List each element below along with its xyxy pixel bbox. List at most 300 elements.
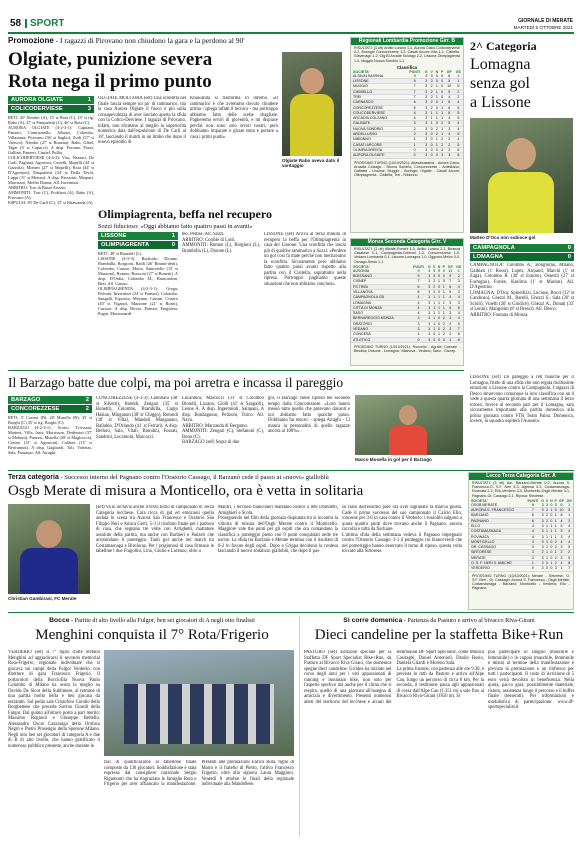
table-cell: 0 <box>554 502 557 507</box>
table-cell: 3 <box>526 545 541 550</box>
team-goals: 1 <box>171 233 175 239</box>
column-header: GS <box>455 69 461 74</box>
kicker-bold: Terza categoria <box>8 474 59 481</box>
table-cell: 3 <box>558 555 565 560</box>
score-row-away <box>8 405 92 413</box>
table-cell: 1 <box>454 79 463 84</box>
team-goals: 2 <box>85 397 89 403</box>
table-cell: 9 <box>406 79 424 84</box>
column-header: V <box>430 69 433 74</box>
table-cell: 3 <box>558 534 565 539</box>
table-cell: 9 <box>446 274 454 279</box>
table-header: Lecco Terza Categoria Girr. A <box>469 473 573 480</box>
table-cell: 5 <box>445 89 454 94</box>
score-row-away <box>470 253 574 261</box>
table-cell: 2 <box>435 132 438 137</box>
table-cell: 3 <box>428 290 431 294</box>
table-cell: 0 <box>433 337 436 342</box>
table-cell: 1 <box>435 95 438 99</box>
table-cell: 4 <box>454 121 463 126</box>
table-cell: 1 <box>546 529 549 534</box>
article-barzago-col3: Lucantoni, Marcucci (31' st Colombo Biondi), Lozano, Giolli (41' st Sangalli), Leone A. A disp. Ingeronioli, Salapani, A disp. Bondagusso, Pelizoni, Turco. All. Nava. ARBITRO: Marzanda di Bergamo. AMMONITI: Zengari (C), Stefanoni (C), Bono (C). BARZAGO (sef) Sopra di due <box>182 396 264 445</box>
table-cell: 4 <box>445 116 454 121</box>
table-cell: 1 <box>554 524 557 528</box>
article-barzago-col4: gol, il Barzago viene ripreso nel secondo tempo dalla Concorezzese. «Loro hanno messo tutto quello che potevano davanti e noi abbiamo fatto qualche passo. Dobbiamo far tesoro: - spiega Airaghi - Ci manca la personalità di quelle ragazze ancora al 100%». <box>268 396 350 434</box>
table-cell: 3 <box>454 279 463 284</box>
table-cell: 5 <box>454 110 463 115</box>
article-olimpiagrenta-col2: teo, Pellise. All. Sozzi. ARBITRO: Cordile di Lodi. AMMONITI: Romeo (L), Borgioni (L), Brambilla (L), Dionne (L). <box>182 232 260 254</box>
table-cell: 6 <box>526 518 541 523</box>
table-cell: 7 <box>406 89 424 94</box>
table-cell: 2 <box>406 126 424 131</box>
table-header: Monza Seconda Categoria Girr. V <box>351 239 463 246</box>
table-cell: 3 <box>428 279 431 284</box>
table-cell: 0 <box>435 153 438 158</box>
article-olgiate-col2: Khawanda si trasforma in inferno. «Il rammarico è che avremmo dovuto chiudere prima - spiega infatti il tecnico - ma purtroppo abbiamo fatto delle scelte sbagliate. Pagheremo errori di gioventù, e mi dispiace perché non sono solo errori nostri, però dobbiamo imparare e girare testa e portare a casa i primi punti». <box>190 96 278 140</box>
table-cell: 3 <box>410 316 426 321</box>
table-cell: 1 <box>435 110 438 115</box>
table-cell: 3 <box>428 268 431 273</box>
table-cell: 1 <box>435 84 438 89</box>
table-cell: 1 <box>406 137 424 142</box>
table-cell: CARNASCO <box>351 100 406 105</box>
table-cell: 4 <box>558 518 565 523</box>
table-cell: 10 <box>559 508 564 513</box>
section-name: SPORT <box>30 18 65 29</box>
table-cell: 4 <box>526 534 541 539</box>
table-cell: 5 <box>558 524 565 529</box>
table-cell: 1 <box>550 529 553 534</box>
table-cell: 1 <box>433 321 436 326</box>
table-cell: 4 <box>454 137 463 142</box>
table-cell: 3 <box>565 518 573 523</box>
table-cell: 10 <box>445 84 454 89</box>
player-shirt <box>290 94 334 156</box>
table-cell: 1 <box>442 295 445 300</box>
table-cell: 1 <box>433 311 436 316</box>
table-cell: 0 <box>441 79 444 84</box>
table-cell: 1 <box>441 110 444 115</box>
table-cell: 6 <box>445 105 454 110</box>
table-cell: 0 <box>430 147 433 152</box>
table-cell: 1 <box>546 555 549 560</box>
table-cell: 6 <box>410 290 426 295</box>
table-cell: 3 <box>541 566 544 571</box>
team-goals: 0 <box>567 245 571 251</box>
table-cell: 3 <box>526 555 541 560</box>
team-name: LISSONE <box>101 233 127 239</box>
photo-caption: Marco Musella in gol per il Barzago <box>355 457 432 462</box>
table-cell: 0 <box>430 142 433 147</box>
results-text: RISULTATI: (3 ott) Ardito Lurano 1-2, Aurora Calco-Colicoderviese 2-2, Boringio Concorezzese 1-2, Casati Arcore-Villa 1-1, Cisitella-Giavenago 1-2, Olg Bi Arcade Sulzago 2-2, Lissone-Olimpiagrenta 1-0, Muggiò-Nuova Sondrio 1-1. <box>354 46 460 63</box>
table-cell: 1 <box>406 142 424 147</box>
column-header: PUNTI <box>409 69 421 74</box>
next-round-text: PROSSIMO TURNO (10/10/2021): Merate - Sirtorese, O. S.F. Neri - Or. Cassago; Aurora S. Francesco - Osgb Merate; Costamasnaga - Barzanò; Monticello - Verderio; Ello - Pagnano. <box>472 573 570 591</box>
column-header: P <box>554 498 557 503</box>
table-cell: NIBIONNO <box>351 137 406 142</box>
table-cell: 2 <box>454 274 463 279</box>
table-cell: 1 <box>438 332 440 337</box>
headline-lomagna-3: senza gol <box>470 76 530 92</box>
article-terza-col3: so falso dell'esordio pare ora aver ingranato la marcia giusta. Cade il primo successo del suo campionato il Calcio Ello, vincente per 3-0 in casa contro il Verderio: i rossoblù salgono a quota quattro punti dove trovano anche il Pagnano, ancora raccolta e tutta da fischiare. L'ultima sfida della settimana vedeva il Pagnano impegnato contro l'Oratorio Cassago. 2-1 il punteggio coi biancoverdi che nel pomeriggio hanno osservato il turno di riposo, questa volta toccato alla Sirtorese. <box>342 505 462 554</box>
table-cell: 2 <box>445 137 454 142</box>
table-cell: 1 <box>442 305 445 310</box>
table-cell: 1 <box>526 561 541 566</box>
table-cell: AURORA S. FRANCESCO <box>469 508 526 513</box>
headline-olgiate-2: Rota nega il primo punto <box>8 72 212 91</box>
table-cell: 3 <box>428 300 431 305</box>
article-barzago-col2: CONCOREZZESE (4-3-3): Centolani (48' st Silvetti), Boeddi, Zengari (35' st Bonetti), Colombo, Brambilla, Cargo Hasian, Minganon (38' st Ghiggo), Rotondi (38' st Villa), Mandeli Manganani, Ballabio, D'Orlando (41' st Ferrari). A disp. Belloni, Saio, Vitali, Biondini, Fossati, Sandrini, Lucantoni, Marcucci. <box>96 396 178 440</box>
scoreboard-barzago <box>8 396 92 413</box>
column-header: GF <box>559 498 565 503</box>
table-cell: 6 <box>454 332 463 337</box>
table-cell: 0 <box>438 316 440 321</box>
newspaper-name: GIORNALE DI MERATE <box>518 18 573 24</box>
table-cell: 1 <box>441 126 444 131</box>
photo-lomagna-keeper <box>470 118 573 233</box>
table-cell: 0 <box>441 84 444 89</box>
table-cell: OR. CASSAGO <box>469 545 526 550</box>
table-cell: 0 <box>406 147 424 152</box>
table-cell: 3 <box>425 153 428 158</box>
table-cell: CAMPAGNOLA CB <box>351 295 410 300</box>
table-cell: 9 <box>410 274 426 279</box>
table-cell: 1 <box>550 524 553 528</box>
table-cell: 1 <box>433 316 436 321</box>
table-cell: 4 <box>410 305 426 310</box>
table-cell: 1 <box>554 550 557 555</box>
table-cell: CIMISELLO <box>351 89 406 94</box>
tabellino-olgiate: RETI: 20' Nembri (A), 15' st Rota (C), 19' st rig. Rabo (A), 27' st Pasqualetti (C), 46' st Rota (C). AURORA OLGIATE (4-2-3-1): Capitani; Panzeri, Contraonello, Albano, Colombo, Villasanta; Pirovano (36' st Saglio), Zurli (37' st Varisco); Nembri (27' st Bonetta), Rabo, Gibel, Tagar (4' st Capucci). A disp. Fortuna, Pozzi, Gallina, Panzeri, Castiel, Pullio. COLICODERVIESE (4-4-2): Viss, Nazzari, De Carli, Pagliani, Agostoni, Castelli, Mapelli (44' st Gazzola), Monteo (27' st Mapelli); Rota (44' st D'Agostino), Pasqualetti (44' st Della Teva), Luppi (11' st Meroni). A disp. Passerini, Maspari, Marcuzzo, Meffia Donna. All. Invernizzi. ARBITRO: Tosi di Busto Arsizio. AMMONITI: Tosi (C), Profilani (A), Rabo (A), Pirovano (A). ESPULSI: 18' De Carli (C), 15' st Khawanda (A). <box>8 115 94 205</box>
team-name: CAMPAGNOLA <box>473 245 515 251</box>
table-cell: 3 <box>546 502 549 507</box>
table-cell: 3 <box>428 274 431 279</box>
column-header: GF <box>447 264 453 269</box>
player-shirt <box>20 548 78 594</box>
table-cell: 4 <box>565 529 573 534</box>
table-cell: AURORA OLGIATE <box>351 153 406 158</box>
table-cell: 3 <box>446 311 454 316</box>
table-cell: 3 <box>428 311 431 316</box>
table-cell: VILLANOVA <box>351 290 410 295</box>
table-cell: 1 <box>550 561 553 566</box>
column-header: P <box>440 69 444 74</box>
kicker-bold: Bocce <box>49 617 70 624</box>
table-cell: 3 <box>428 327 431 332</box>
classifica-title: Classifica <box>396 64 418 70</box>
table-cell: 3 <box>541 508 544 513</box>
column-header: GS <box>456 264 462 269</box>
column-header: PUNTI <box>413 264 424 269</box>
team-name: COLICODERVIESE <box>11 106 63 112</box>
headline-barzago: Il Barzago batte due colpi, ma poi arretra e incassa il pareggio <box>8 376 344 390</box>
table-cell: 5 <box>445 121 454 126</box>
table-cell: 1 <box>554 529 557 534</box>
table-cell: 4 <box>565 539 573 544</box>
headline-lomagna-4: a Lissone <box>470 95 531 111</box>
section-rule <box>8 370 464 371</box>
table-cell: 3 <box>541 529 544 534</box>
table-cell: 4 <box>565 524 573 529</box>
table-cell: ORATORIO <box>351 321 410 326</box>
table-cell: 3 <box>541 545 544 550</box>
table-cell: 3 <box>425 121 428 126</box>
table-cell: 3 <box>425 137 428 142</box>
score-row-home <box>470 244 574 252</box>
table-cell: 0 <box>435 105 438 110</box>
players-group <box>124 684 274 744</box>
table-cell: 0 <box>550 545 553 550</box>
player-head <box>300 68 324 94</box>
column-header: N <box>550 498 553 503</box>
column-header: GS <box>566 498 572 503</box>
column-header: GF <box>446 69 452 74</box>
table-cell: 9 <box>526 503 541 508</box>
tabellino-lissone: RETI: 48' st Biondell (L). LISSONE (4-3-3): Rudicale; Dionne, Brambilla, Borgioni, Baldi (26' Rimini-detti), Colombo, Caruso, Motta, Santoriello (15' st Mazzoni), Romeo, Ronconi (27' st Bonetti). A disp. D'Ordia, Colombo M., Biancardini, Besi. All. Caruso. OLIMPIAGRENTA (4-2-3-1): Grega; Pedratti, Invernizzi (24' st Panseri), Colombo, Sangalli, Esposito, Meyana, Cassini, Crisero (40' st Vigano), Mazzone (21' st Rozzi), Curiose. A disp. Brivio, Panseri, Freguiera, Pugni, Mastronardi- <box>98 251 178 316</box>
column-header: SOCIETA' <box>353 69 370 74</box>
table-cell: 5 <box>454 84 463 89</box>
table-cell: 6 <box>558 513 565 518</box>
table-cell: 0 <box>430 132 433 137</box>
table-cell: 3 <box>425 147 428 152</box>
table-cell: 0 <box>438 337 440 342</box>
table-cell: 3 <box>433 268 436 273</box>
table-cell: 6 <box>445 74 454 79</box>
table-cell: 2 <box>565 550 573 555</box>
table-cell: 0 <box>435 147 438 152</box>
standings-table <box>351 265 463 343</box>
standings-promozione <box>350 37 464 233</box>
team-goals: 2 <box>85 406 89 412</box>
table-cell: 6 <box>454 147 463 152</box>
team-name: LOMAGNA <box>473 254 503 260</box>
table-cell: 1 <box>435 116 438 121</box>
table-cell: 1 <box>550 534 553 539</box>
table-cell: 2 <box>445 147 454 152</box>
table-cell: 2 <box>546 508 549 513</box>
table-cell: 4 <box>454 316 463 321</box>
results-text: RISULTATI: (3 ott) Aur. Barzanò-Merate 0-2, Aurora S. Francesco-O. S.F. Neri 5-3, Agnesa 0-3, Costamasnaga-Rovinata 2-2, Ello-Verderio 3-0, Monticello-Osgb Merate 0-1, Pagnano-Or. Cassago 2-1. Riposa: Sirtorese. <box>472 481 570 498</box>
table-cell: 3 <box>410 321 426 326</box>
table-cell: 3 <box>526 550 541 555</box>
table-cell: 2 <box>554 539 557 544</box>
table-cell: 1 <box>554 534 557 539</box>
column-header: G <box>541 498 544 503</box>
table-cell: CONCESA <box>351 332 410 337</box>
table-cell: 0 <box>441 89 444 94</box>
column-divider <box>299 616 300 836</box>
table-cell: 3 <box>454 300 463 305</box>
subheadline-olimpiagrenta: Sozzi fiducioso: «Oggi abbiamo fatto quattro passi in avanti» <box>98 223 253 230</box>
table-cell: 3 <box>541 513 544 518</box>
table-cell: 3 <box>425 116 428 121</box>
table-cell: 1 <box>438 311 440 316</box>
headline-lomagna-cat: 2^ Categoria <box>470 40 537 52</box>
table-cell: 2 <box>430 100 433 105</box>
table-cell: 3 <box>425 84 428 89</box>
table-cell: 7 <box>526 508 541 513</box>
table-cell: 0 <box>435 121 438 126</box>
team-goals: 0 <box>171 242 175 248</box>
table-cell: 3 <box>526 539 541 544</box>
table-cell: 1 <box>442 311 445 316</box>
table-cell: 4 <box>526 524 541 529</box>
kicker-olgiate <box>8 36 348 45</box>
table-cell: 7 <box>406 84 424 89</box>
table-cell: 6 <box>406 100 424 105</box>
column-header: G <box>427 264 431 269</box>
table-cell: 4 <box>558 561 565 566</box>
table-cell: 8 <box>454 337 463 342</box>
table-cell: 1 <box>554 513 557 518</box>
table-cell: 2 <box>554 545 557 550</box>
column-header: N <box>435 69 439 74</box>
table-cell: 3 <box>445 126 454 131</box>
table-cell: 6 <box>410 284 426 289</box>
next-round-text: PROSSIMO TURNO (10/10/2021): Roncello - Agrate; Carnate - Besana; Lissone - Lomagna; Villanova - Vedano; Saso - Cisnep. <box>354 344 460 354</box>
table-cell: 5 <box>565 555 573 560</box>
table-cell: FS TRIBI <box>351 284 410 289</box>
table-cell: 4 <box>406 110 424 115</box>
headline-osgb-merate: Osgb Merate di misura a Monticello, ora è vetta in solitaria <box>8 484 364 499</box>
table-cell: 8 <box>454 153 463 158</box>
table-cell: 5 <box>454 142 463 147</box>
team-goals: 1 <box>87 97 91 103</box>
table-cell: 1 <box>430 116 433 121</box>
table-cell: 0 <box>430 126 433 131</box>
table-cell: 0 <box>435 100 438 105</box>
table-cell: 1 <box>454 74 463 79</box>
table-cell: 2 <box>546 513 549 518</box>
table-cell: SIRTORESE <box>469 550 526 555</box>
table-cell: ROVINATA <box>469 534 526 539</box>
table-cell: 3 <box>428 337 431 342</box>
table-cell: 1 <box>433 327 436 332</box>
table-cell: ATLETICO <box>351 337 410 342</box>
table-cell: 3 <box>441 147 444 152</box>
table-cell: 11 <box>446 269 454 274</box>
table-cell: 0 <box>438 290 440 294</box>
column-header: V <box>432 264 436 269</box>
table-cell: 1 <box>442 300 445 305</box>
table-cell: 3 <box>446 300 454 305</box>
kicker-text: - I ragazzi di Pirovano non chiudono la gara e la perdono al 90' <box>53 36 245 45</box>
table-cell: 0 <box>442 268 445 273</box>
table-cell: 1 <box>435 89 438 94</box>
divider <box>25 19 27 28</box>
table-cell: 1 <box>565 503 573 508</box>
table-cell: 3 <box>425 142 428 147</box>
table-cell: 1 <box>441 116 444 121</box>
kicker-text: - Successo interno del Pagnano contro l'Oratorio Cassago, il Barzanò cede il passo ai «nuovi» gialloblù <box>58 474 329 481</box>
table-cell: 1 <box>441 105 444 110</box>
table-cell: 2 <box>558 550 565 555</box>
table-cell: 1 <box>546 539 549 544</box>
table-cell: LOMAGNA <box>351 300 410 305</box>
table-cell: 2 <box>441 137 444 142</box>
table-cell: GALBIATE <box>351 121 406 126</box>
table-cell: 3 <box>446 316 454 321</box>
photo-olgiate-player <box>282 52 342 156</box>
table-cell: 5 <box>445 79 454 84</box>
kicker-bold: Promozione <box>8 36 54 45</box>
table-cell: 4 <box>565 534 573 539</box>
table-cell: O. S. F. NERI S. AMICHE <box>469 561 526 566</box>
table-cell: 1 <box>430 121 433 126</box>
table-cell: 2 <box>433 284 436 289</box>
headline-lomagna-2: Lomagna <box>470 57 531 73</box>
table-cell: 4 <box>446 295 454 300</box>
player-head <box>36 520 62 548</box>
table-cell: 2 <box>442 316 445 321</box>
table-cell: 0 <box>438 268 440 273</box>
table-cell: 0 <box>442 274 445 279</box>
table-cell: 2 <box>430 105 433 110</box>
table-cell: 5 <box>446 305 454 310</box>
table-cell: 2 <box>445 142 454 147</box>
table-cell: 3 <box>454 290 463 295</box>
table-cell: CONCOREZZESE <box>351 105 406 110</box>
table-cell: 6 <box>558 503 565 508</box>
table-cell: 3 <box>428 305 431 310</box>
standings-monza <box>350 238 464 366</box>
table-cell: 1 <box>438 279 440 284</box>
next-round-text: PROSSIMO TURNO (10/10/2021): Altavalsassina - Aurora Calco; Arcadia Colzago - Nuova Sondrio; Concorezzese - Ardellusso; Galbiate - Lissone; Muggiò - Boringio; Olgiate - Casati Arcore; Olimpiagrenta - Cisitella; Trei - Nibionno. <box>354 160 460 178</box>
table-cell: 9 <box>410 269 426 274</box>
scoreboard-campagnola <box>470 244 574 261</box>
standings-table <box>351 70 463 159</box>
table-cell: COSTAMASNAGA <box>469 529 526 534</box>
table-cell: 5 <box>454 116 463 121</box>
table-cell: 2 <box>554 555 557 560</box>
table-cell: 2 <box>430 84 433 89</box>
table-cell: 3 <box>425 89 428 94</box>
team-goals: 0 <box>567 254 571 260</box>
table-cell: 9 <box>406 74 424 79</box>
table-header: Regionali Lombardia Promozione Girr. B <box>351 38 463 45</box>
table-cell: 3 <box>425 100 428 105</box>
table-cell: 0 <box>550 555 553 560</box>
column-header: N <box>437 264 441 269</box>
table-cell: 4 <box>454 284 463 289</box>
table-cell: 6 <box>445 100 454 105</box>
table-cell: 5 <box>565 545 573 550</box>
player-shirt <box>488 172 554 233</box>
table-cell: 3 <box>541 524 544 528</box>
table-cell: 0 <box>550 539 553 544</box>
table-cell: 2 <box>446 332 454 337</box>
article-bike-run-col1: PASTURO (sef) Edizione speciale per la Staffetta DF Sport Specialist Bike+Run, da Pasturo al Bivacco Riva Girani, che domenica spegne dieci candeline. Un'idea ha iniziato nel corso degli anni per i veri appassionati di running e mountain bike, non solo per l'aspetto sportivo ma anche per il clima che si respira, quello di una giornata all'insegna di amicizia e divertimento. Presenti numerosi atleti del territorio del lecchese e alcuni dei testimonial DF Sport Specialist, come Monica Casiraghi, Daniel Antonioli, Danilo Bosio, Daniela Gilardi e Moreno Sala. La prima fusione, con partenza alle ore 9.30, è prevista in mtb da Pasturo e arrivo all'Alpe Cau, lungo un percorso di circa 8 km. Per la seconda, il testimone passa agli appassionati di corsa dall'Alpe Cau (1.351 m) a sale fino al Bivacco Riva-Girani (1850 m). Si <box>304 650 484 705</box>
table-cell: 1 <box>454 269 463 274</box>
article-olgiate-col1: OLGIATE MOLGORA (sef) Una sconfitta nel finale lascia sempre un po' di rammarico, ma la casa Aurora Olgiate il fuoco è più sulla consapevolezza di aver lasciato aperta la sfida con la Colico-Derviese. I ragazzi di Pirovano, infatti, non sfruttano al meglio la superiorità numerica data dall'espulsione di De Carli al 18', lasciando il match in un limbo che dopo il nuovo episodio di <box>98 96 186 145</box>
table-cell: 5 <box>454 105 463 110</box>
table-cell: 4 <box>526 529 541 534</box>
player-head <box>399 405 417 425</box>
table-cell: MONTICELLO <box>469 539 526 544</box>
photo-bocce-podium <box>104 650 294 756</box>
table-cell: 1 <box>442 284 445 289</box>
headline-bike-run: Dieci candeline per la staffetta Bike+Run <box>314 628 564 643</box>
table-cell: 0 <box>435 73 438 78</box>
table-cell: 1 <box>438 300 440 305</box>
player-shirt <box>389 425 427 455</box>
table-cell: 6 <box>526 513 541 518</box>
headline-olgiate-1: Olgiate, punizione severa <box>8 50 213 69</box>
table-cell: 4 <box>454 126 463 131</box>
table-cell: 0 <box>550 550 553 555</box>
table-cell: 3 <box>446 327 454 332</box>
table-cell: CISNEP <box>351 279 410 284</box>
